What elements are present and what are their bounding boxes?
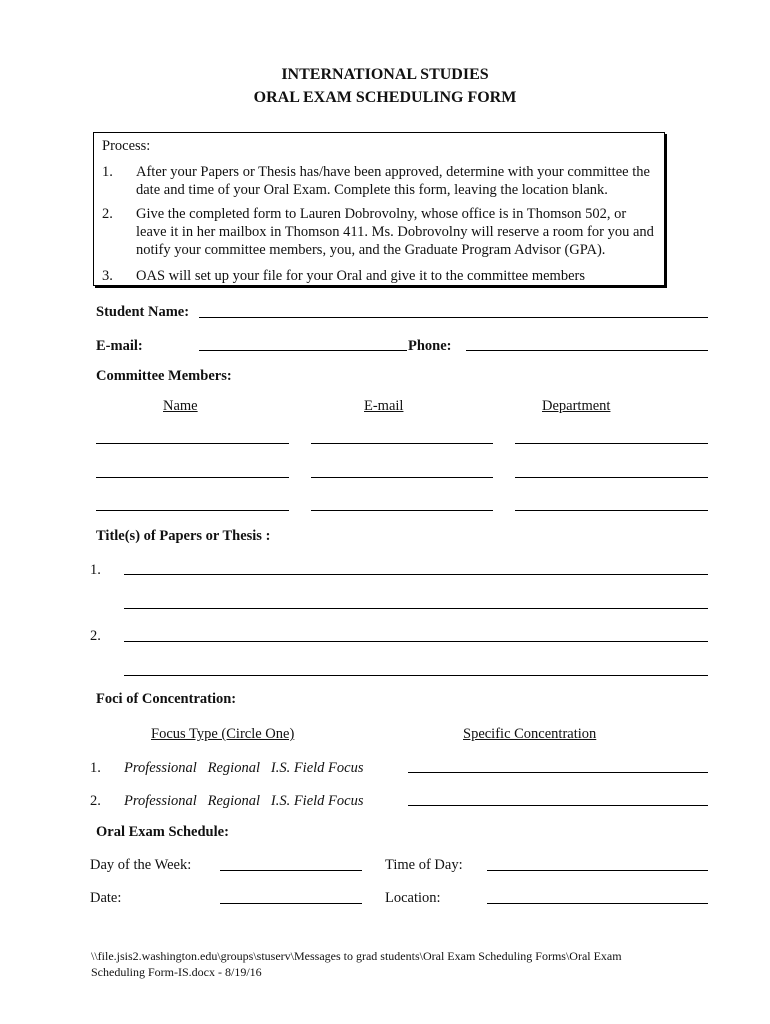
focus-2-type-options[interactable]: Professional Regional I.S. Field Focus [124,793,364,809]
focus-1-num: 1. [90,760,101,776]
email-label: E-mail: [96,338,143,354]
process-step-1-text: After your Papers or Thesis has/have been approved, determine with your committee the date and time of your Oral Exam. Complete this form, leaving the location blank. [136,164,650,198]
committee-col-email: E-mail [364,398,404,414]
process-heading: Process: [102,138,151,154]
titles-heading: Title(s) of Papers or Thesis : [96,528,271,544]
committee-member-2-email-field[interactable] [311,477,493,478]
title-1-num: 1. [90,562,101,578]
location-field[interactable] [487,903,708,904]
day-of-week-label: Day of the Week: [90,857,192,873]
committee-member-2-department-field[interactable] [515,477,708,478]
process-step-1-num: 1. [102,164,113,180]
committee-member-3-name-field[interactable] [96,510,289,511]
committee-col-name: Name [163,398,198,414]
phone-field[interactable] [466,350,708,351]
process-step-2-text: Give the completed form to Lauren Dobrovolny, whose office is in Thomson 502, or leave it in her mailbox in Thomson 411. Ms. Dobrovolny will reserve a room for you and notify your committee members, you, and the Graduate Program Advisor (GPA). [136,206,654,258]
title-2-num: 2. [90,628,101,644]
process-step-2-num: 2. [102,206,113,222]
date-label: Date: [90,890,122,906]
committee-member-3-department-field[interactable] [515,510,708,511]
focus-1-specific-field[interactable] [408,772,708,773]
foci-heading: Foci of Concentration: [96,691,237,707]
committee-member-1-email-field[interactable] [311,443,493,444]
foci-col-specific: Specific Concentration [463,726,597,742]
title-2-field-continued[interactable] [124,675,708,676]
time-of-day-field[interactable] [487,870,708,871]
student-name-field[interactable] [199,317,708,318]
form-title-line1: INTERNATIONAL STUDIES [281,66,489,83]
time-of-day-label: Time of Day: [385,857,463,873]
foci-col-type: Focus Type (Circle One) [151,726,295,742]
committee-member-3-email-field[interactable] [311,510,493,511]
focus-2-specific-field[interactable] [408,805,708,806]
process-step-3-num: 3. [102,268,113,284]
title-1-field-continued[interactable] [124,608,708,609]
committee-member-1-department-field[interactable] [515,443,708,444]
focus-1-type-options[interactable]: Professional Regional I.S. Field Focus [124,760,364,776]
location-label: Location: [385,890,441,906]
title-2-field[interactable] [124,641,708,642]
day-of-week-field[interactable] [220,870,362,871]
date-field[interactable] [220,903,362,904]
process-step-3-text: OAS will set up your file for your Oral and give it to the committee members [136,268,585,284]
title-1-field[interactable] [124,574,708,575]
committee-member-2-name-field[interactable] [96,477,289,478]
footer-path-line1: \\file.jsis2.washington.edu\groups\stuserv\Messages to grad students\Oral Exam Scheduling Forms\Oral Exam [91,949,622,963]
footer-path-line2: Scheduling Form-IS.docx - 8/19/16 [91,965,262,979]
committee-col-department: Department [542,398,611,414]
form-title-line2: ORAL EXAM SCHEDULING FORM [253,89,517,106]
student-name-label: Student Name: [96,304,190,320]
phone-label: Phone: [408,338,452,354]
schedule-heading: Oral Exam Schedule: [96,824,229,840]
committee-member-1-name-field[interactable] [96,443,289,444]
committee-heading: Committee Members: [96,368,232,384]
email-field[interactable] [199,350,407,351]
focus-2-num: 2. [90,793,101,809]
